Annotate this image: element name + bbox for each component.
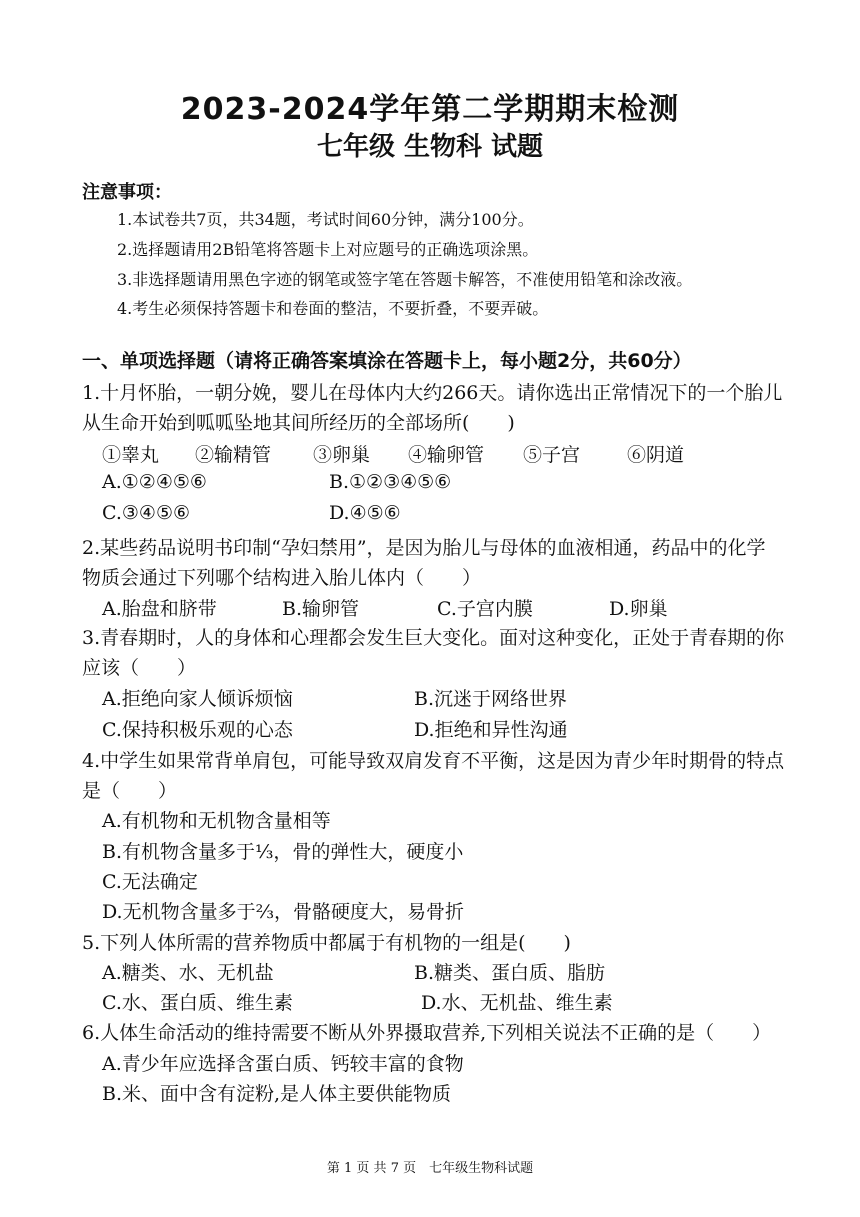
q1-item: ③卵巢: [313, 444, 371, 466]
q6-option-a: A.青少年应选择含蛋白质、钙较丰富的食物: [102, 1053, 464, 1075]
q6-option-b: B.米、面中含有淀粉,是人体主要供能物质: [102, 1083, 452, 1105]
question-5-stem: 5.下列人体所需的营养物质中都属于有机物的一组是( ): [82, 932, 571, 954]
notice-item: 2.选择题请用2B铅笔将答题卡上对应题号的正确选项涂黑。: [117, 240, 539, 259]
q2-option-b: B.输卵管: [282, 598, 360, 620]
notice-item: 4.考生必须保持答题卡和卷面的整洁，不要折叠，不要弄破。: [117, 299, 549, 318]
question-2-stem: 2.某些药品说明书印制“孕妇禁用”，是因为胎儿与母体的血液相通，药品中的化学: [82, 537, 766, 559]
page-footer: 第 1 页 共 7 页 七年级生物科试题: [326, 1161, 534, 1176]
q1-option-c: C.③④⑤⑥: [102, 502, 191, 524]
exam-subtitle: 七年级 生物科 试题: [316, 132, 544, 162]
q4-option-c: C.无法确定: [102, 871, 198, 893]
q1-item: ⑤子宫: [523, 444, 581, 466]
q5-option-d: D.水、无机盐、维生素: [421, 992, 613, 1014]
q1-item: ②输精管: [195, 444, 272, 466]
notice-heading: 注意事项：: [82, 182, 172, 203]
notice-item: 1.本试卷共7页，共34题，考试时间60分钟，满分100分。: [117, 210, 534, 229]
question-4-stem: 4.中学生如果常背单肩包，可能导致双肩发育不平衡，这是因为青少年时期骨的特点: [82, 750, 785, 772]
question-2-stem-cont: 物质会通过下列哪个结构进入胎儿体内（ ）: [82, 567, 482, 589]
question-6-stem: 6.人体生命活动的维持需要不断从外界摄取营养,下列相关说法不正确的是（ ）: [82, 1022, 772, 1044]
question-4-stem-cont: 是（ ）: [82, 780, 178, 802]
exam-title: 2023-2024学年第二学期期末检测: [180, 92, 680, 127]
q5-option-c: C.水、蛋白质、维生素: [102, 992, 293, 1014]
section-heading: 一、单项选择题（请将正确答案填涂在答题卡上，每小题2分，共60分）: [82, 350, 692, 372]
q1-item: ①睾丸: [102, 444, 160, 466]
q1-option-a: A.①②④⑤⑥: [102, 471, 207, 493]
q3-option-b: B.沉迷于网络世界: [414, 688, 568, 710]
q1-option-d: D.④⑤⑥: [329, 502, 401, 524]
q5-option-b: B.糖类、蛋白质、脂肪: [414, 962, 606, 984]
q3-option-c: C.保持积极乐观的心态: [102, 719, 293, 741]
q4-option-a: A.有机物和无机物含量相等: [102, 810, 331, 832]
q5-option-a: A.糖类、水、无机盐: [102, 962, 274, 984]
q1-item: ④输卵管: [408, 444, 485, 466]
question-1-stem: 1.十月怀胎，一朝分娩，婴儿在母体内大约266天。请你选出正常情况下的一个胎儿: [82, 382, 783, 404]
q1-item: ⑥阴道: [627, 444, 685, 466]
q4-option-b: B.有机物含量多于⅓，骨的弹性大，硬度小: [102, 841, 464, 863]
notice-item: 3.非选择题请用黑色字迹的钢笔或签字笔在答题卡解答，不准使用铅笔和涂改液。: [117, 270, 693, 289]
q2-option-a: A.胎盘和脐带: [102, 598, 217, 620]
q2-option-d: D.卵巢: [609, 598, 668, 620]
q1-option-b: B.①②③④⑤⑥: [329, 471, 452, 493]
q4-option-d: D.无机物含量多于⅔，骨骼硬度大，易骨折: [102, 901, 465, 923]
q3-option-a: A.拒绝向家人倾诉烦恼: [102, 688, 293, 710]
q3-option-d: D.拒绝和异性沟通: [414, 719, 568, 741]
q2-option-c: C.子宫内膜: [437, 598, 533, 620]
question-3-stem-cont: 应该（ ）: [82, 657, 197, 679]
question-1-stem-cont: 从生命开始到呱呱坠地其间所经历的全部场所( ): [82, 412, 515, 434]
question-3-stem: 3.青春期时，人的身体和心理都会发生巨大变化。面对这种变化，正处于青春期的你: [82, 627, 785, 649]
